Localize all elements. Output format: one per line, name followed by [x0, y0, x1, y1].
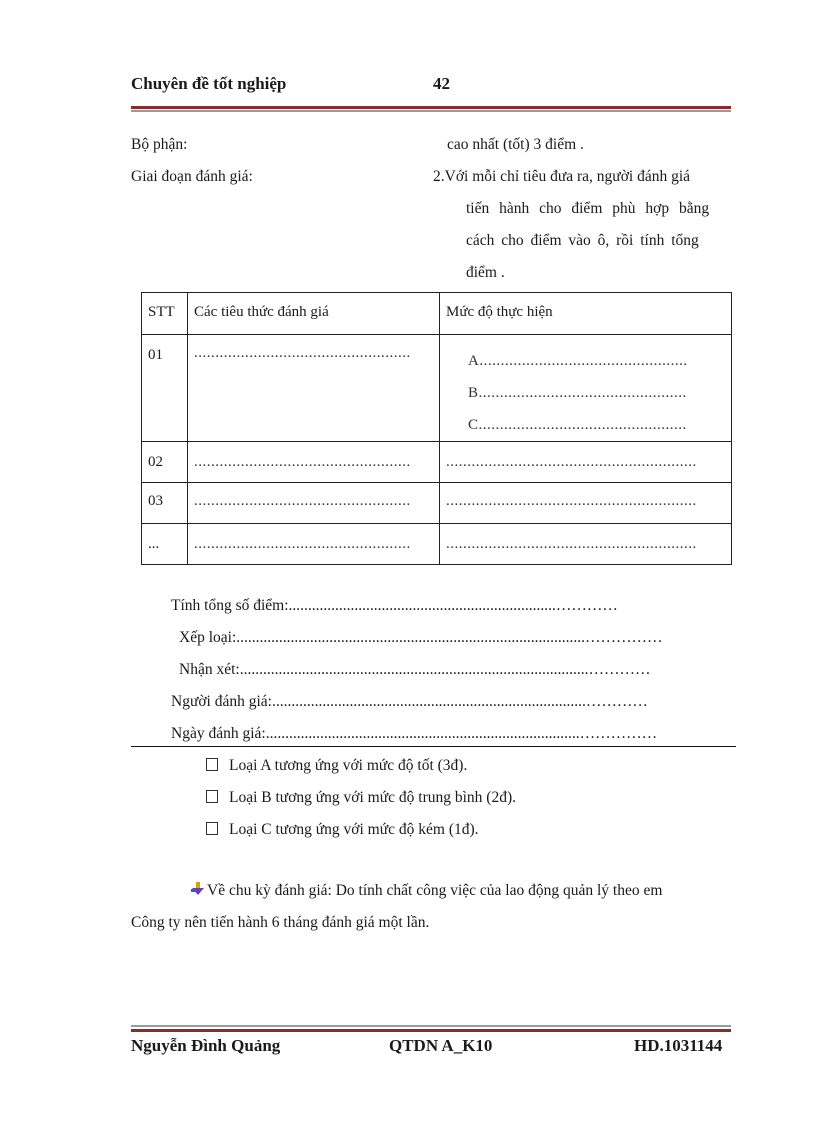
cycle-paragraph-line-1 — [191, 881, 731, 901]
row-criteria: ................................................... — [188, 524, 440, 565]
level-b: B................................................. — [468, 385, 687, 401]
cycle-text-1: Về chu kỳ đánh giá: Do tính chất công việc của lao động quản lý theo em — [207, 882, 663, 899]
header-stt: STT — [142, 293, 188, 335]
grade-b-text: Loại B tương ứng với mức độ trung bình (2đ). — [229, 789, 516, 806]
level-a: A................................................. — [468, 353, 688, 369]
period-label: Giai đoạn đánh giá: — [131, 168, 253, 185]
instruction-line-3: tiến hành cho điểm phù hợp bằng — [466, 200, 710, 217]
cycle-paragraph-line-2: Công ty nên tiến hành 6 tháng đánh giá một lần. — [131, 914, 430, 931]
row-level: ........................................................... — [440, 442, 732, 483]
evaluation-table — [141, 292, 732, 565]
row-level: ........................................................... — [440, 524, 732, 565]
instruction-line-5: điểm . — [466, 264, 505, 281]
header-criteria: Các tiêu thức đánh giá — [188, 293, 440, 335]
header-rule-shadow — [131, 110, 731, 112]
footer-rule-shadow — [131, 1025, 731, 1027]
row-stt: 01 — [142, 335, 188, 442]
instruction-line-4: cách cho điểm vào ô, rồi tính tổng — [466, 232, 699, 249]
grade-item-a — [206, 756, 467, 776]
table-row — [142, 483, 732, 524]
checkbox-icon — [206, 822, 218, 835]
document-title: Chuyên đề tốt nghiệp — [131, 74, 287, 93]
row-criteria: ................................................... — [188, 442, 440, 483]
row-stt: ... — [142, 524, 188, 565]
footer-class: QTDN A_K10 — [389, 1036, 493, 1055]
footer-id: HD.1031144 — [634, 1036, 723, 1055]
section-divider — [131, 746, 736, 747]
footer-rule — [131, 1029, 731, 1032]
table-row — [142, 524, 732, 565]
page-number: 42 — [433, 74, 450, 93]
row-stt: 03 — [142, 483, 188, 524]
row-level: ........................................................... — [440, 483, 732, 524]
grade-a-text: Loại A tương ứng với mức độ tốt (3đ). — [229, 757, 468, 774]
evaluator-line: Người đánh giá:.................................................................................………… — [171, 693, 648, 710]
grade-c-text: Loại C tương ứng với mức độ kém (1đ). — [229, 821, 479, 838]
total-score-line: Tính tổng số điểm:.....................................................................………… — [171, 597, 618, 614]
table-row — [142, 335, 732, 442]
instruction-line-2: 2.Với mỗi chỉ tiêu đưa ra, người đánh giá — [433, 168, 691, 185]
header-rule — [131, 106, 731, 109]
header-level: Mức độ thực hiện — [440, 293, 732, 335]
department-label: Bộ phận: — [131, 136, 188, 153]
table-header-row — [142, 293, 732, 335]
level-c: C................................................. — [468, 417, 687, 433]
row-criteria: ................................................... — [188, 483, 440, 524]
comment-line: Nhận xét:..........................................................................................………… — [179, 661, 651, 678]
arrow-bullet-icon — [191, 882, 205, 896]
grade-item-b — [206, 788, 516, 808]
instruction-line-1: cao nhất (tốt) 3 điểm . — [447, 136, 584, 153]
footer-author: Nguyễn Đình Quảng — [131, 1036, 281, 1055]
table-row — [142, 442, 732, 483]
date-line: Ngày đánh giá:.................................................................................…………… — [171, 725, 658, 742]
row-stt: 02 — [142, 442, 188, 483]
checkbox-icon — [206, 790, 218, 803]
grade-item-c — [206, 820, 479, 840]
checkbox-icon — [206, 758, 218, 771]
rank-line: Xếp loại:..........................................................................................…………… — [179, 629, 663, 646]
row-criteria: ................................................... — [188, 335, 440, 442]
